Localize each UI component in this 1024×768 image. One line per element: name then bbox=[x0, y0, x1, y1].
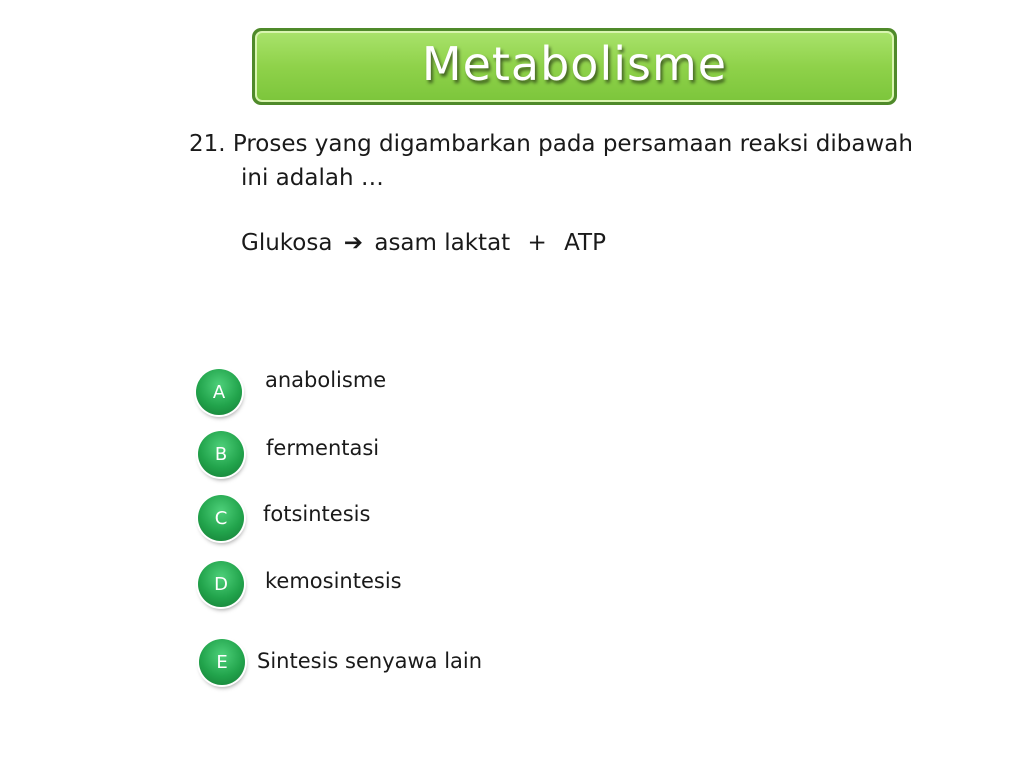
option-a-button[interactable] bbox=[196, 369, 242, 415]
option-d-button[interactable] bbox=[198, 561, 244, 607]
title-banner bbox=[252, 28, 897, 105]
option-b-letter: B bbox=[214, 443, 228, 465]
question-text bbox=[189, 127, 989, 195]
option-e-button[interactable] bbox=[199, 639, 245, 685]
option-b-text[interactable]: fermentasi bbox=[266, 436, 380, 460]
question-line-2: ini adalah … bbox=[241, 165, 384, 191]
equation-product-2: ATP bbox=[564, 230, 606, 256]
option-c-button[interactable] bbox=[198, 495, 244, 541]
arrow-right-icon: ➔ bbox=[343, 230, 364, 256]
option-d-text[interactable]: kemosintesis bbox=[265, 569, 402, 593]
question-line-1: 21. Proses yang digambarkan pada persamaan reaksi dibawah bbox=[189, 131, 913, 157]
option-c-text[interactable]: fotsintesis bbox=[263, 502, 371, 526]
option-a-letter: A bbox=[212, 381, 226, 403]
reaction-equation bbox=[241, 230, 606, 256]
equation-plus: + bbox=[527, 230, 547, 256]
option-a-text[interactable]: anabolisme bbox=[265, 368, 387, 392]
option-b-button[interactable] bbox=[198, 431, 244, 477]
equation-product-1: asam laktat bbox=[374, 230, 511, 256]
option-e-letter: E bbox=[216, 651, 228, 673]
option-c-letter: C bbox=[214, 507, 228, 529]
option-d-letter: D bbox=[214, 573, 228, 595]
slide-title: Metabolisme bbox=[421, 36, 728, 91]
title-banner-inner bbox=[255, 31, 894, 102]
option-e-text[interactable]: Sintesis senyawa lain bbox=[257, 649, 483, 673]
equation-reactant: Glukosa bbox=[241, 230, 333, 256]
